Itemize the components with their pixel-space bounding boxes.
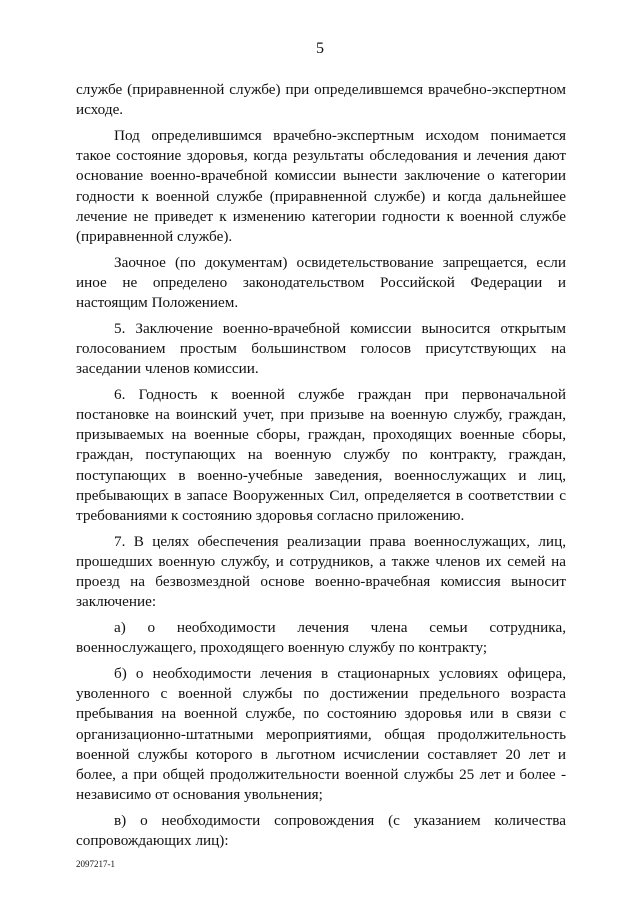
paragraph-continuation: службе (приравненной службе) при определившемся врачебно-экспертном исходе.: [76, 81, 566, 119]
paragraph-subitem-b: б) о необходимости лечения в стационарных условиях офицера, уволенного с военной службы по достижении предельного возраста пребывания на военной службе, по состоянию здоровья или в связи с организационно-штатными мероприятиями, общая продолжительность военной службы которого в льготном исчислении составляет 20 лет и более, а при общей продолжительности военной службы 25 лет и более - независимо от основания увольнения;: [76, 664, 566, 804]
paragraph-subitem-v: в) о необходимости сопровождения (с указанием количества сопровождающих лиц):: [76, 811, 566, 850]
paragraph-absentee-exam: Заочное (по документам) освидетельствование запрещается, если иное не определено законодательством Российской Федерации и настоящим Положением.: [76, 253, 566, 312]
page-number: 5: [316, 40, 324, 57]
paragraph-item-6: 6. Годность к военной службе граждан при первоначальной постановке на воинский учет, при призыве на военную службу, граждан, призываемых на военные сборы, граждан, проходящих военные сборы, граждан, поступающих на военную службу по контракту, граждан, поступающих в военно-учебные заведения, военнослужащих и лиц, пребывающих в запасе Вооруженных Сил, определяется в соответствии с требованиями к состоянию здоровья согласно приложению.: [76, 385, 566, 525]
paragraph-definition: Под определившимся врачебно-экспертным исходом понимается такое состояние здоровья, когда результаты обследования и лечения дают основание военно-врачебной комиссии вынести заключение о категории годности к военной службе (приравненной службе) и когда дальнейшее лечение не приведет к изменению категории годности к военной службе (приравненной службе).: [76, 126, 566, 245]
paragraph-item-7: 7. В целях обеспечения реализации права военнослужащих, лиц, прошедших военную службу, и сотрудников, а также членов их семей на проезд на безвозмездной основе военно-врачебная комиссия выносит заключение:: [76, 532, 566, 611]
paragraph-item-5: 5. Заключение военно-врачебной комиссии выносится открытым голосованием простым большинством голосов присутствующих на заседании членов комиссии.: [76, 319, 566, 378]
paragraph-subitem-a: а) о необходимости лечения члена семьи сотрудника, военнослужащего, проходящего военную службу по контракту;: [76, 619, 566, 657]
document-body: [76, 80, 566, 857]
document-code: 2097217-1: [76, 859, 115, 869]
